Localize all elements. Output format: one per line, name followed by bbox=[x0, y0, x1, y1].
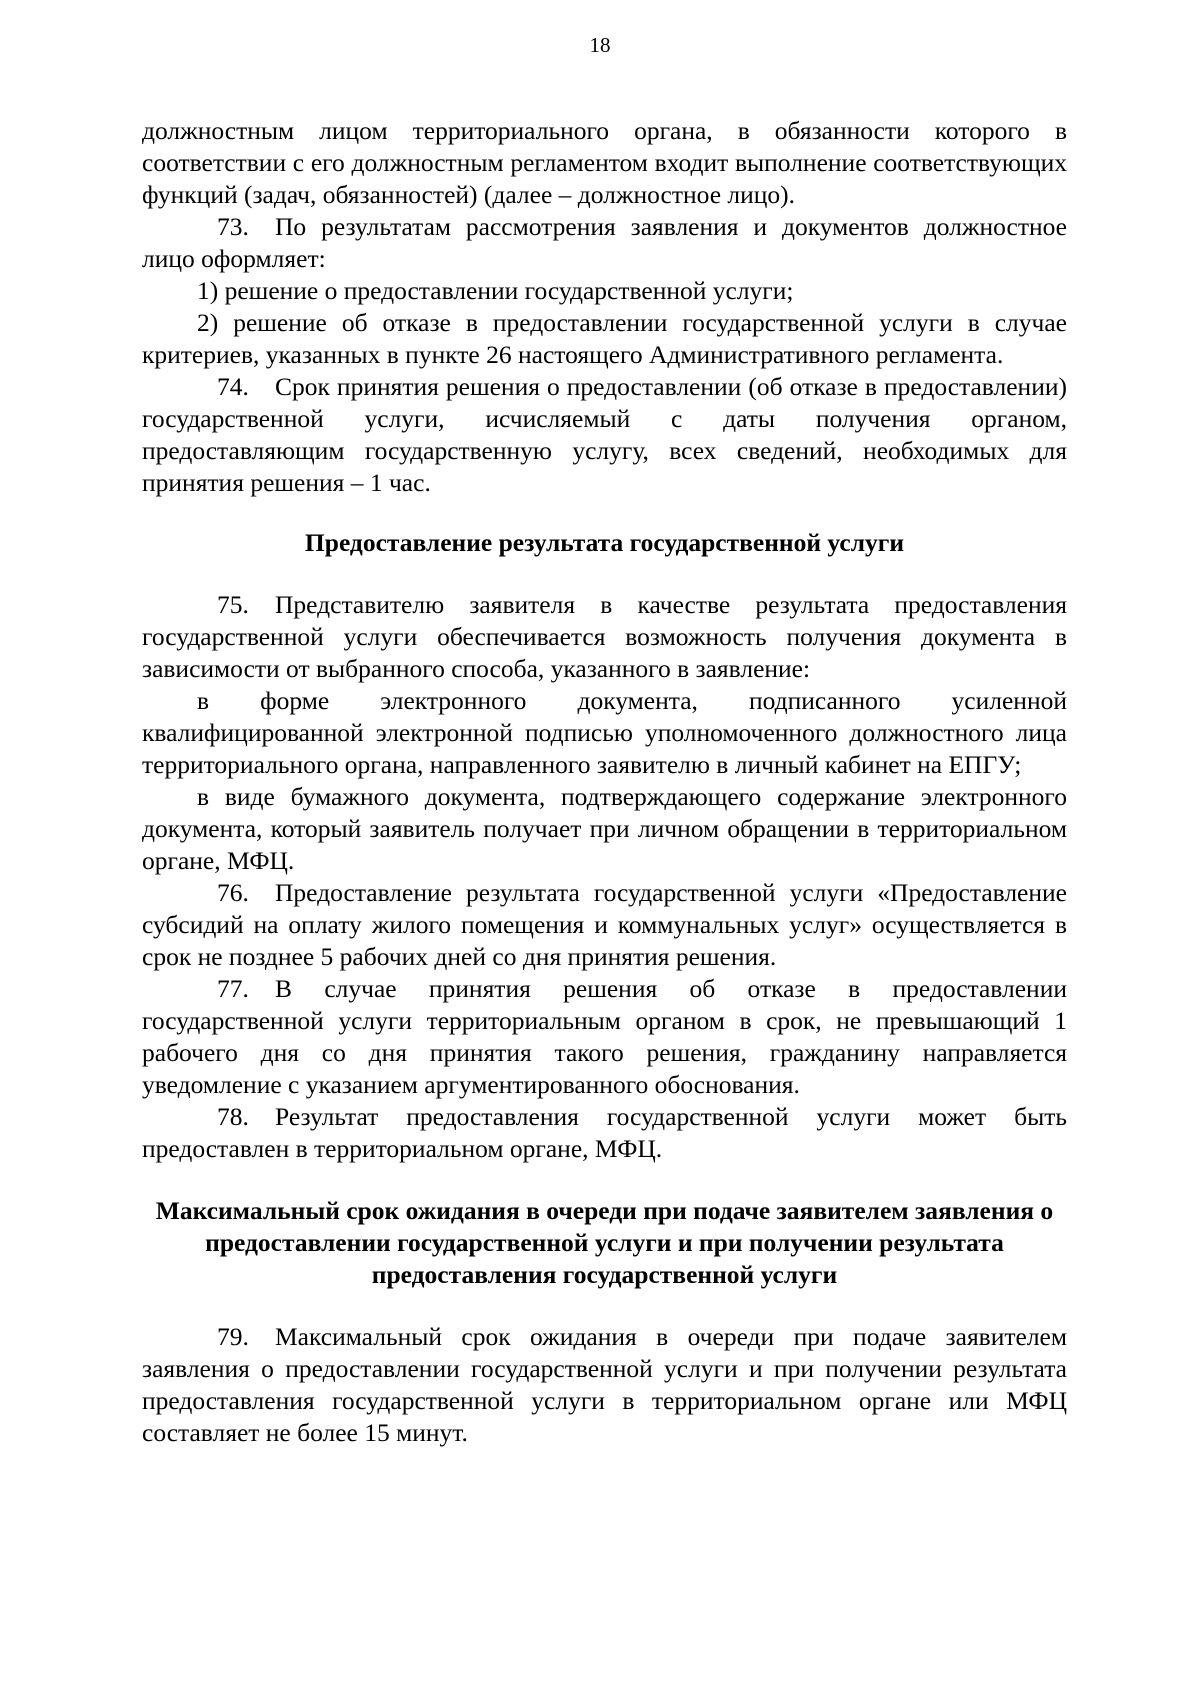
paragraph-text: По результатам рассмотрения заявления и документов должностное лицо оформляет: bbox=[142, 212, 1067, 273]
list-item-73-2: 2) решение об отказе в предоставлении государственной услуги в случае критериев, указанных в пункте 26 настоящего Административного регламента. bbox=[142, 308, 1067, 369]
paragraph-79 bbox=[142, 1321, 1067, 1449]
paragraph-number: 77. bbox=[217, 974, 249, 1003]
paragraph-continuation: должностным лицом территориального органа, в обязанности которого в соответствии с его должностным регламентом входит выполнение соответствующих функций (задач, обязанностей) (далее – должностное лицо). bbox=[142, 116, 1067, 209]
list-item-75-paper: в виде бумажного документа, подтверждающего содержание электронного документа, который заявитель получает при личном обращении в территориальном органе, МФЦ. bbox=[142, 782, 1067, 875]
paragraph-73 bbox=[142, 211, 1067, 275]
paragraph-text: Результат предоставления государственной услуги может быть предоставлен в территориальном органе, МФЦ. bbox=[142, 1102, 1067, 1163]
paragraph-number: 79. bbox=[217, 1322, 249, 1351]
paragraph-number: 76. bbox=[217, 878, 249, 907]
paragraph-76 bbox=[142, 877, 1067, 973]
list-item-75-electronic: в форме электронного документа, подписанного усиленной квалифицированной электронной подписью уполномоченного должностного лица территориального органа, направленного заявителю в личный кабинет на ЕПГУ; bbox=[142, 686, 1067, 779]
paragraph-77 bbox=[142, 973, 1067, 1101]
paragraph-text: Предоставление результата государственной услуги «Предоставление субсидий на оплату жилого помещения и коммунальных услуг» осуществляется в срок не позднее 5 рабочих дней со дня принятия решения. bbox=[142, 878, 1067, 971]
paragraph-74 bbox=[142, 371, 1067, 499]
section-heading-result: Предоставление результата государственной услуги bbox=[304, 528, 905, 557]
paragraph-text: В случае принятия решения об отказе в предоставлении государственной услуги территориальным органом в срок, не превышающий 1 рабочего дня со дня принятия такого решения, гражданину направляется уведомление с указанием аргументированного обоснования. bbox=[142, 974, 1067, 1099]
list-item-73-1: 1) решение о предоставлении государственной услуги; bbox=[197, 276, 794, 305]
paragraph-text: Представителю заявителя в качестве результата предоставления государственной услуги обеспечивается возможность получения документа в зависимости от выбранного способа, указанного в заявление: bbox=[142, 590, 1067, 683]
paragraph-number: 78. bbox=[217, 1102, 249, 1131]
paragraph-text: Максимальный срок ожидания в очереди при подаче заявителем заявления о предоставлении государственной услуги и при получении результата предоставления государственной услуги в территориальном органе или МФЦ составляет не более 15 минут. bbox=[142, 1322, 1067, 1447]
paragraph-78 bbox=[142, 1101, 1067, 1165]
page-content bbox=[142, 115, 1067, 1449]
section-heading-queue-time: Максимальный срок ожидания в очереди при подаче заявителем заявления о предоставлении государственной услуги и при получении результата предоставления государственной услуги bbox=[155, 1196, 1054, 1289]
paragraph-number: 75. bbox=[217, 590, 249, 619]
paragraph-text: Срок принятия решения о предоставлении (об отказе в предоставлении) государственной услуги, исчисляемый с даты получения органом, предоставляющим государственную услугу, всех сведений, необходимых для принятия решения – 1 час. bbox=[142, 372, 1067, 497]
paragraph-75 bbox=[142, 589, 1067, 685]
paragraph-number: 74. bbox=[217, 372, 249, 401]
page-number: 18 bbox=[589, 33, 611, 57]
paragraph-number: 73. bbox=[217, 212, 249, 241]
